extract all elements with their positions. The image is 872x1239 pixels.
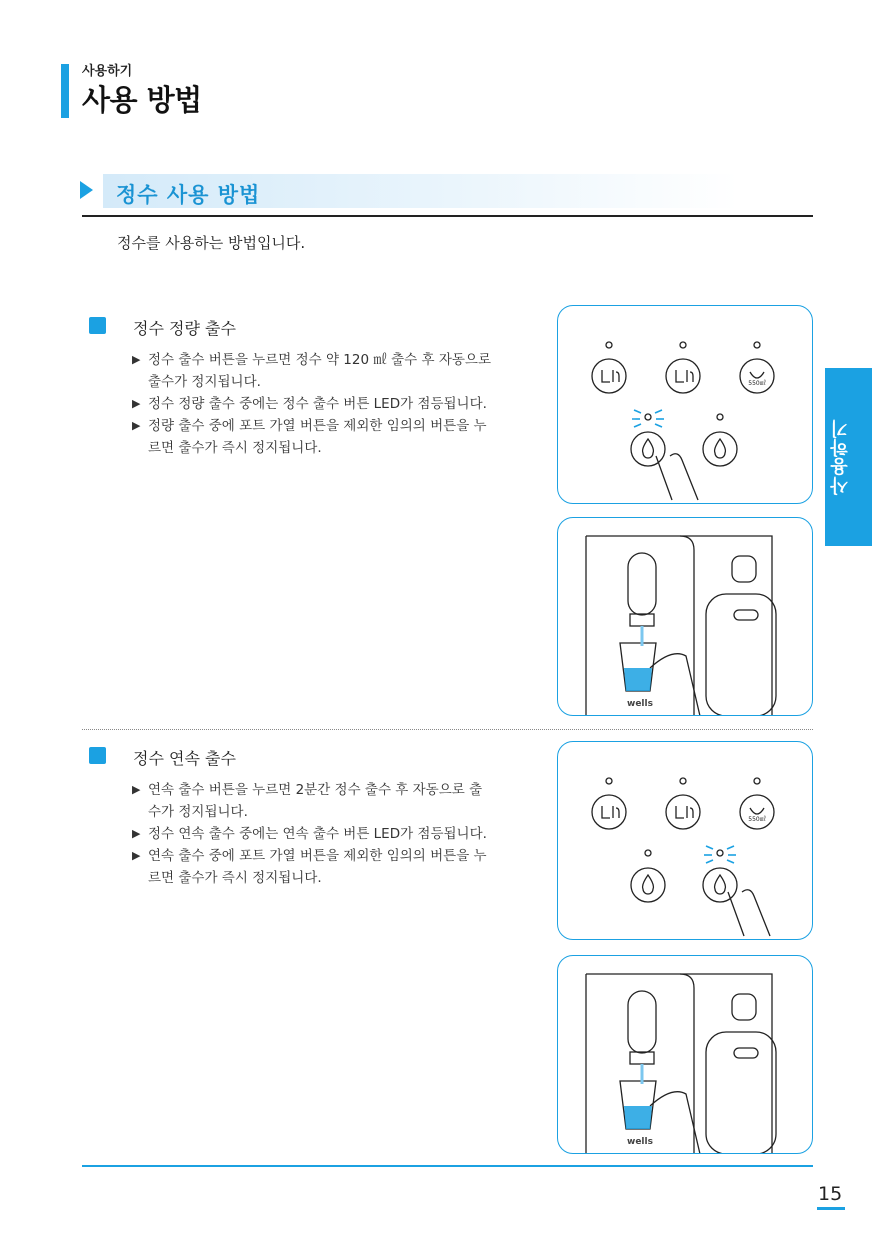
chapter-side-tab-label: 사용하기 (830, 419, 851, 496)
page-number: 15 (818, 1183, 843, 1205)
section-arrow-icon (80, 181, 93, 199)
chapter-subtitle: 사용하기 (82, 64, 133, 79)
control-panel-illustration (557, 305, 813, 504)
control-panel-drawing (558, 306, 812, 503)
bullet-item: ▶ 연속 출수 중에 포트 가열 버튼을 제외한 임의의 버튼을 누르면 출수가 즉시 정지됩니다. (132, 845, 492, 889)
water-purifier-drawing (558, 518, 812, 715)
subsection-title: 정수 연속 출수 (133, 749, 236, 768)
header-accent-bar (61, 64, 69, 118)
button-volume-label: 550㎖ (748, 816, 766, 823)
control-panel-drawing (558, 742, 812, 939)
page-number-underline (817, 1207, 845, 1210)
water-purifier-illustration (557, 517, 813, 716)
subsection-marker-icon (89, 747, 106, 764)
button-volume-label: 550㎖ (748, 380, 766, 387)
bullet-item: ▶ 연속 출수 버튼을 누르면 2분간 정수 출수 후 자동으로 출수가 정지됩니다. (132, 779, 492, 823)
bullet-item: ▶ 정수 정량 출수 중에는 정수 출수 버튼 LED가 점등됩니다. (132, 393, 492, 415)
water-purifier-drawing (558, 956, 812, 1153)
bullet-item: ▶ 정수 연속 출수 중에는 연속 출수 버튼 LED가 점등됩니다. (132, 823, 492, 845)
brand-logo-text: wells (627, 699, 653, 709)
water-purifier-illustration (557, 955, 813, 1154)
bullet-list (132, 779, 492, 889)
section-title: 정수 사용 방법 (116, 183, 261, 207)
control-panel-illustration (557, 741, 813, 940)
brand-logo-text: wells (627, 1137, 653, 1147)
bullet-list (132, 349, 492, 459)
section-description: 정수를 사용하는 방법입니다. (117, 234, 306, 252)
footer-line (82, 1165, 813, 1167)
bullet-item: ▶ 정수 출수 버튼을 누르면 정수 약 120 ㎖ 출수 후 자동으로 출수가 정지됩니다. (132, 349, 492, 393)
subsection-title: 정수 정량 출수 (133, 319, 236, 338)
section-divider (82, 729, 813, 730)
section-underline (82, 215, 813, 217)
subsection-marker-icon (89, 317, 106, 334)
page-title: 사용 방법 (82, 83, 202, 117)
bullet-item: ▶ 정량 출수 중에 포트 가열 버튼을 제외한 임의의 버튼을 누르면 출수가 즉시 정지됩니다. (132, 415, 492, 459)
